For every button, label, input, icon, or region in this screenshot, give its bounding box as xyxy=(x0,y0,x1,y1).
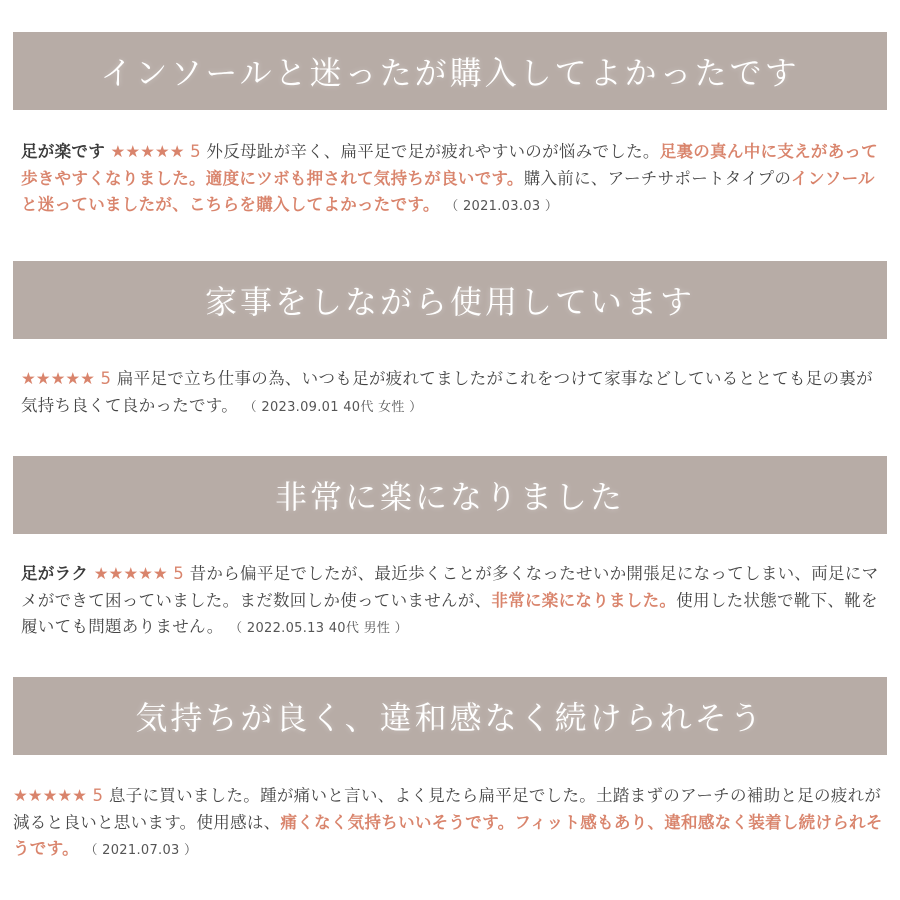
review-text: 外反母趾が辛く、扁平足で足が疲れやすいのが悩みでした。 xyxy=(206,142,660,161)
review-text: 昔から偏平足でしたが、最近歩くことが多くなったせいか開張足になってしまい、両足にマメができて困っていました。まだ数回しか使っていませんが、 xyxy=(21,564,879,610)
rating-score: 5 xyxy=(92,786,104,805)
star-rating-icon: ★★★★★ xyxy=(21,369,95,388)
review-date: （ 2022.05.13 40代 男性 ） xyxy=(229,621,408,636)
review-1 xyxy=(21,139,879,221)
banner-title: 非常に楽になりました xyxy=(274,478,625,516)
review-date: （ 2021.07.03 ） xyxy=(84,843,198,858)
star-rating-icon: ★★★★★ xyxy=(93,564,168,583)
review-highlight: 痛くなく気持ちいいそうです。フィット感もあり、違和感なく装着し続けられそうです。 xyxy=(13,812,883,858)
review-banner-4 xyxy=(13,677,887,755)
review-banner-1 xyxy=(13,32,887,110)
star-rating-icon: ★★★★★ xyxy=(13,786,87,805)
rating-score: 5 xyxy=(173,564,185,583)
banner-title: 気持ちが良く、違和感なく続けられそう xyxy=(135,699,765,737)
review-banner-2 xyxy=(13,261,887,339)
review-3 xyxy=(21,561,879,643)
review-2 xyxy=(21,366,879,421)
review-title: 足が楽です xyxy=(21,142,105,161)
rating-score: 5 xyxy=(190,142,201,161)
review-text: 扁平足で立ち仕事の為、いつも足が疲れてましたがこれをつけて家事などしているととても足の裏が気持ち良くて良かったです。 xyxy=(21,369,873,415)
review-banner-3 xyxy=(13,456,887,534)
review-text: 購入前に、アーチサポートタイプの xyxy=(523,168,792,188)
review-title: 足がラク xyxy=(21,564,89,583)
review-highlight: インソールと迷っていましたが、こちらを購入してよかったです。 xyxy=(21,168,875,214)
review-text: 使用した状態で靴下、靴を履いても問題ありません。 xyxy=(21,590,878,636)
star-rating-icon: ★★★★★ xyxy=(110,142,185,161)
review-highlight: 足裏の真ん中に支えがあって歩きやすくなりました。適度にツボも押されて気持ちが良いです。 xyxy=(21,142,878,188)
review-date: （ 2023.09.01 40代 女性 ） xyxy=(243,399,423,415)
banner-title: 家事をしながら使用しています xyxy=(204,283,695,321)
review-text: 息子に買いました。踵が痛いと言い、よく見たら扁平足でした。土踏まずのアーチの補助と足の疲れが減ると良いと思います。使用感は、 xyxy=(13,786,882,832)
review-highlight: 非常に楽になりました。 xyxy=(491,590,677,610)
review-date: （ 2021.03.03 ） xyxy=(445,199,559,214)
banner-title: インソールと迷ったが購入してよかったです xyxy=(100,54,800,92)
rating-score: 5 xyxy=(100,369,112,388)
review-4 xyxy=(13,783,887,865)
